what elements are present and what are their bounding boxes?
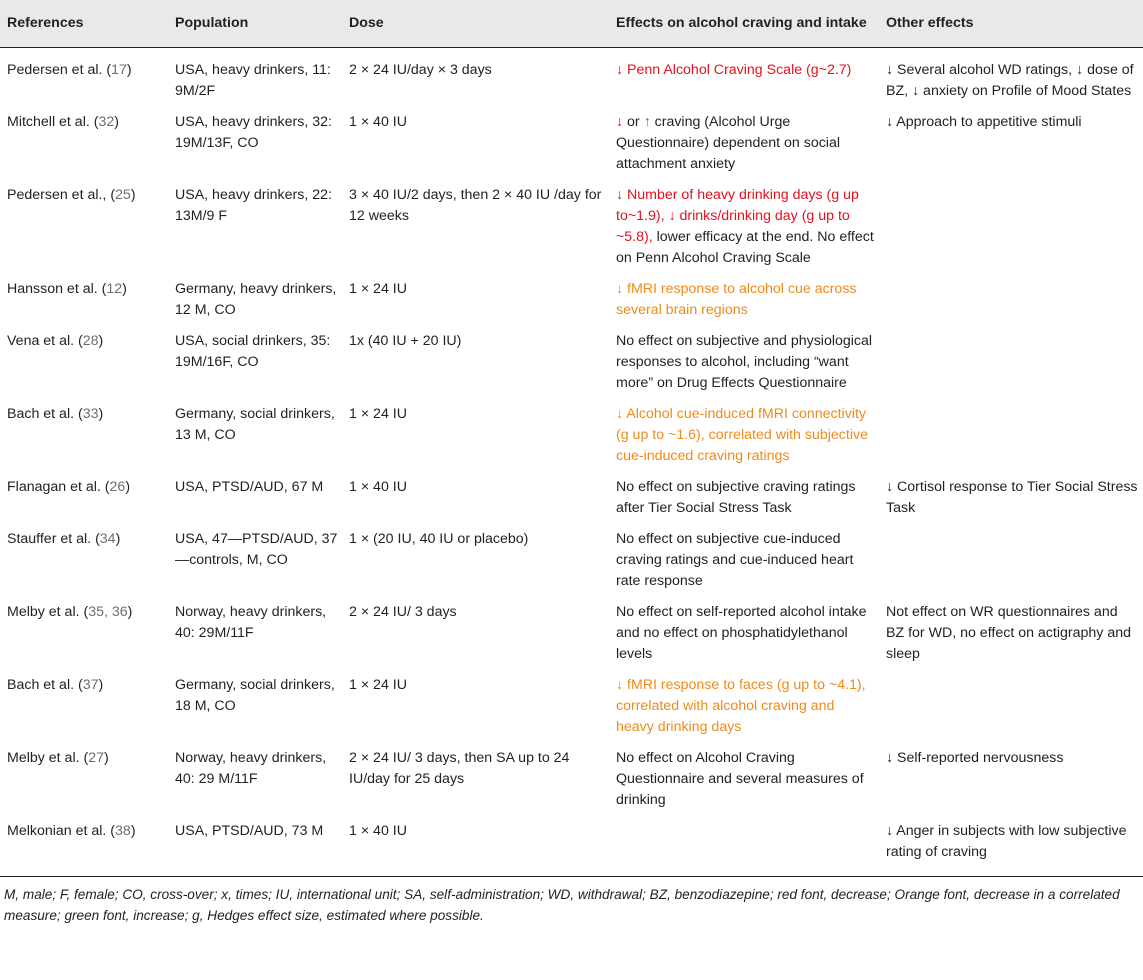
dose-cell: 1 × 40 IU [349,114,407,130]
table-row [0,274,1143,326]
effects-cell [609,274,879,326]
header-other-effects: Other effects [879,0,1143,48]
population-cell: USA, heavy drinkers, 22: 13M/9 F [175,187,332,224]
reference-cell: Stauffer et al. (34) [7,531,121,547]
citation-link[interactable]: 25 [115,187,131,203]
citation-link[interactable]: 27 [88,750,104,766]
reference-cell: Mitchell et al. (32) [7,114,119,130]
population-cell: Norway, heavy drinkers, 40: 29 M/11F [175,750,327,787]
effects-cell [609,816,879,877]
effects-cell: ↓ or ↑ craving (Alcohol Urge Questionnaire) dependent on social attachment anxiety [616,114,841,172]
effects-cell [609,399,879,472]
reference-cell: Melby et al. (27) [7,750,109,766]
population-cell: Norway, heavy drinkers, 40: 29M/11F [175,604,327,641]
population-cell: USA, social drinkers, 35: 19M/16F, CO [175,333,331,370]
reference-cell: Bach et al. (33) [7,406,104,422]
table-row [0,472,1143,524]
dose-cell: 1 × (20 IU, 40 IU or placebo) [349,531,529,547]
other-effects-cell [879,180,1143,274]
dose-cell: 1 × 24 IU [349,281,407,297]
dose-cell: 1 × 24 IU [349,677,407,693]
citation-link[interactable]: 33 [82,406,99,422]
dose-cell: 2 × 24 IU/ 3 days, then SA up to 24 IU/day for 25 days [349,750,570,787]
table-row [0,670,1143,743]
citation-link[interactable]: 12 [106,281,123,297]
reference-cell: Bach et al. (37) [7,677,104,693]
decrease-text: ↓ Penn Alcohol Craving Scale (g~2.7) [616,62,852,78]
citation-link[interactable]: 35, 36 [88,604,128,620]
citation-link[interactable]: 26 [109,479,126,495]
citation-link[interactable]: 38 [115,823,131,839]
table-row [0,107,1143,180]
population-cell: USA, 47—PTSD/AUD, 37—controls, M, CO [175,531,338,568]
dose-cell: 3 × 40 IU/2 days, then 2 × 40 IU /day for 12 weeks [349,187,602,224]
other-effects-cell [879,399,1143,472]
dose-cell: 2 × 24 IU/day × 3 days [349,62,492,78]
table-row [0,48,1143,108]
header-references: References [0,0,168,48]
other-effects-cell [879,326,1143,399]
effects-cell [609,48,879,108]
citation-link[interactable]: 37 [82,677,99,693]
reference-cell: Vena et al. (28) [7,333,104,349]
other-effects-cell: ↓ Approach to appetitive stimuli [886,114,1082,130]
decrease-text: ↓ Number of heavy drinking days (g up to~1.9), ↓ drinks/drinking day (g up to ~5.8), [616,187,859,245]
reference-cell: Melkonian et al. (38) [0,816,168,877]
other-effects-cell: ↓ Several alcohol WD ratings, ↓ dose of BZ, ↓ anxiety on Profile of Mood States [886,62,1134,99]
reference-cell: Pedersen et al., (25) [7,187,136,203]
effects-cell: No effect on Alcohol Craving Questionnaire and several measures of drinking [616,750,864,808]
header-effects: Effects on alcohol craving and intake [609,0,879,48]
table-row [0,597,1143,670]
other-effects-cell [879,670,1143,743]
table-row [0,326,1143,399]
reference-cell: Flanagan et al. (26) [7,479,131,495]
citation-link[interactable]: 32 [98,114,115,130]
correlated-decrease-text: ↓ Alcohol cue-induced fMRI connectivity (g up to ~1.6), correlated with subjective cue-induced craving ratings [616,406,868,464]
population-cell: Germany, social drinkers, 13 M, CO [175,406,335,443]
other-effects-cell [879,524,1143,597]
dose-cell: 2 × 24 IU/ 3 days [349,604,457,620]
up-arrow-icon: ↑ [643,114,651,130]
dose-cell: 1 × 24 IU [349,406,407,422]
table-row [0,816,1143,877]
header-dose: Dose [342,0,609,48]
other-effects-cell: ↓ Self-reported nervousness [886,750,1064,766]
correlated-decrease-text: ↓ fMRI response to alcohol cue across several brain regions [616,281,857,318]
dose-cell: 1x (40 IU + 20 IU) [349,333,462,349]
population-cell: USA, PTSD/AUD, 73 M [168,816,342,877]
header-row [0,0,1143,48]
other-effects-cell: ↓ Cortisol response to Tier Social Stress Task [886,479,1138,516]
population-cell: USA, heavy drinkers, 11: 9M/2F [175,62,331,99]
table-row [0,524,1143,597]
table-row [0,743,1143,816]
citation-link[interactable]: 34 [99,531,116,547]
other-effects-cell: Not effect on WR questionnaires and BZ for WD, no effect on actigraphy and sleep [886,604,1131,662]
table-row [0,180,1143,274]
population-cell: Germany, social drinkers, 18 M, CO [175,677,335,714]
effects-cell: No effect on subjective craving ratings after Tier Social Stress Task [616,479,856,516]
table-row [0,399,1143,472]
effects-cell: No effect on subjective cue-induced craving ratings and cue-induced heart rate response [616,531,854,589]
citation-link[interactable]: 17 [111,62,127,78]
reference-cell: Hansson et al. (12) [7,281,127,297]
dose-cell: 1 × 40 IU [349,479,407,495]
correlated-decrease-text: ↓ fMRI response to faces (g up to ~4.1), correlated with alcohol craving and heavy drinking days [616,677,866,735]
other-effects-cell: ↓ Anger in subjects with low subjective rating of craving [879,816,1143,877]
population-cell: Germany, heavy drinkers, 12 M, CO [175,281,337,318]
header-population: Population [168,0,342,48]
population-cell: USA, PTSD/AUD, 67 M [175,479,324,495]
effects-cell: ↓ Number of heavy drinking days (g up to~1.9), ↓ drinks/drinking day (g up to ~5.8), lower efficacy at the end. No effect on Penn Alcohol Craving Scale [616,187,874,266]
population-cell: USA, heavy drinkers, 32: 19M/13F, CO [175,114,332,151]
other-effects-cell [879,274,1143,326]
citation-link[interactable]: 28 [82,333,99,349]
down-arrow-icon: ↓ [616,114,624,130]
effects-cell [609,670,879,743]
effects-cell: No effect on self-reported alcohol intake and no effect on phosphatidylethanol levels [616,604,867,662]
reference-cell: Pedersen et al. (17) [7,62,132,78]
reference-cell: Melby et al. (35, 36) [7,604,133,620]
dose-cell: 1 × 40 IU [342,816,609,877]
effects-cell: No effect on subjective and physiological responses to alcohol, including “want more” on Drug Effects Questionnaire [616,333,873,391]
table-footnote: M, male; F, female; CO, cross-over; x, times; IU, international unit; SA, self-administration; WD, withdrawal; BZ, benzodiazepine; red font, decrease; Orange font, decrease in a correlated measure; green font, increase; g, Hedges effect size, estimated where possible. [4,887,1120,923]
